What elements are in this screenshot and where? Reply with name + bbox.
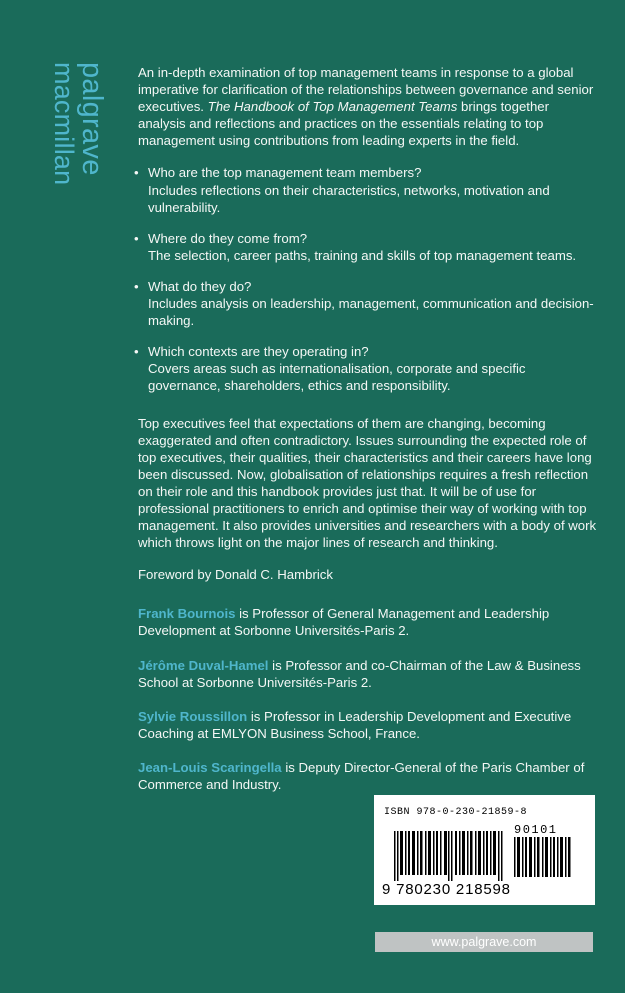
author-bio [138, 708, 600, 742]
barcode-addon-number: 90101 [514, 823, 558, 837]
body-paragraph: Top executives feel that expectations of them are changing, becoming exaggerated and often contradictory. Issues surrounding the expected role of top executives, their qualities, their characteristics and their careers have long been discussed. Now, globalisation of relationships requires a fresh reflection on their role and this handbook provides just that. It will be of use for professional practitioners to enrich and optimise their way of working with top management. It also provides universities and researchers with a body of work which throws light on the major lines of research and thinking. [138, 415, 597, 551]
author-name: Jérôme Duval-Hamel [138, 657, 269, 673]
author-name: Jean-Louis Scaringella [138, 759, 282, 775]
book-title: The Handbook of Top Management Teams [207, 99, 458, 115]
bullet-detail: Includes reflections on their characteristics, networks, motivation and vulnerability. [148, 182, 550, 215]
intro-paragraph [138, 64, 600, 149]
bullet-detail: The selection, career paths, training and skills of top management teams. [148, 247, 577, 263]
foreword-credit: Foreword by Donald C. Hambrick [138, 567, 333, 583]
website-url[interactable]: www.palgrave.com [375, 932, 593, 952]
bullet-list [138, 164, 600, 394]
back-cover-text [138, 64, 600, 810]
author-bio [138, 759, 600, 793]
author-bio [138, 605, 600, 639]
logo-wordmark-macmillan: macmillan [49, 62, 79, 186]
isbn-text: ISBN 978-0-230-21859-8 [384, 807, 528, 818]
bullet-question: • What do they do? [148, 278, 252, 294]
bullet-item [138, 343, 600, 394]
author-description: is Professor and co-Chairman of the Law & Business School at Sorbonne Universités-Paris 2. [138, 657, 581, 690]
barcode-bars-icon [394, 831, 506, 881]
bullet-item [138, 230, 600, 264]
author-description: is Deputy Director-General of the Paris Chamber of Commerce and Industry. [138, 759, 585, 792]
bullet-item [138, 164, 600, 215]
logo-wordmark-palgrave: palgrave [76, 62, 108, 176]
bullet-question: • Where do they come from? [148, 230, 308, 246]
bullet-question: • Which contexts are they operating in? [148, 344, 369, 360]
bullet-question: • Who are the top management team members? [148, 165, 422, 181]
bullet-item [138, 278, 600, 329]
author-bio [138, 657, 600, 691]
bullet-detail: Covers areas such as internationalisation, corporate and specific governance, shareholders, ethics and responsibility. [148, 361, 526, 394]
bullet-detail: Includes analysis on leadership, management, communication and decision-making. [148, 296, 594, 329]
barcode-addon-bars-icon [514, 837, 574, 877]
barcode-digits: 9 780230 218598 [382, 881, 511, 898]
author-description: is Professor of General Management and Leadership Development at Sorbonne Universités-Paris 2. [138, 606, 550, 639]
author-name: Frank Bournois [138, 606, 236, 622]
intro-text-before: An in-depth examination of top management teams in response to a global imperative for clarification of the relationships between governance and senior executives. [138, 65, 594, 115]
author-name: Sylvie Roussillon [138, 708, 248, 724]
publisher-logo [48, 62, 112, 210]
isbn-barcode [374, 795, 595, 905]
intro-text-after: brings together analysis and reflections and practices on the essentials relating to top management using contributions from leading experts in the field. [138, 99, 550, 149]
author-description: is Professor in Leadership Development and Executive Coaching at EMLYON Business School, France. [138, 708, 572, 741]
